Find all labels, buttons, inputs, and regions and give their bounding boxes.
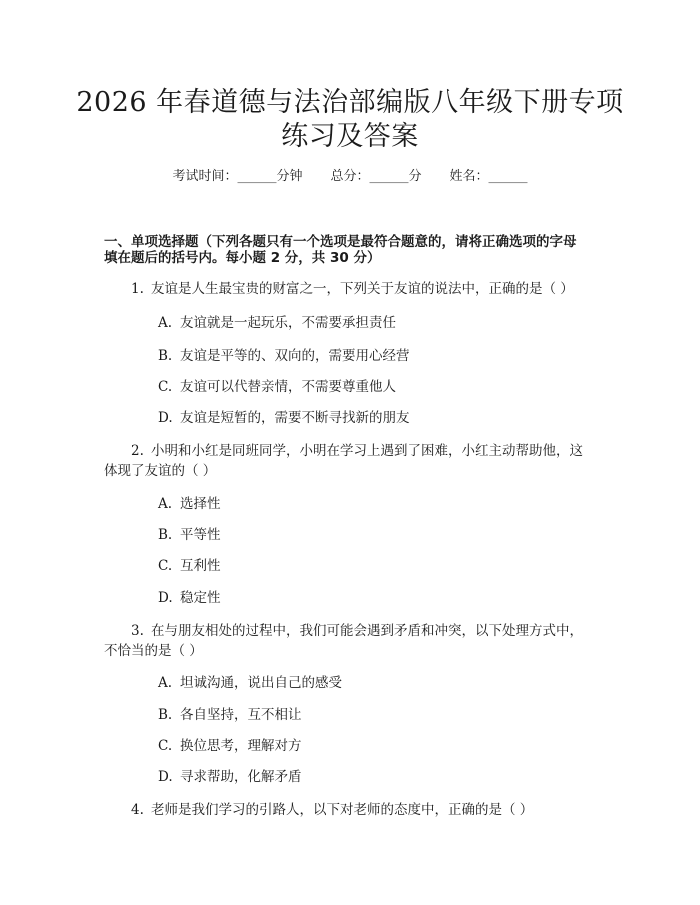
question-2-option-a: A. 选择性	[158, 496, 221, 512]
question-number: 4.	[131, 802, 144, 818]
question-number: 2.	[131, 443, 144, 459]
document-title-line-1: 2026 年春道德与法治部编版八年级下册专项	[76, 87, 624, 118]
question-2-stem-line-2: 体现了友谊的（ ）	[104, 463, 217, 479]
question-3-option-a: A. 坦诚沟通，说出自己的感受	[158, 675, 342, 691]
question-3-option-d: D. 寻求帮助，化解矛盾	[158, 769, 302, 785]
question-number: 1.	[131, 281, 144, 297]
question-2-option-d: D. 稳定性	[158, 590, 221, 606]
section-heading-line-1: 一、单项选择题（下列各题只有一个选项是最符合题意的，请将正确选项的字母	[104, 234, 577, 250]
question-1-option-d: D. 友谊是短暂的，需要不断寻找新的朋友	[158, 410, 410, 426]
section-heading-line-2: 填在题后的括号内。每小题 2 分，共 30 分）	[104, 250, 381, 266]
exam-meta	[0, 168, 700, 186]
question-2-stem-line-1	[131, 441, 583, 461]
question-2-option-c: C. 互利性	[158, 558, 221, 574]
question-text: 小明和小红是同班同学，小明在学习上遇到了困难，小红主动帮助他，这	[151, 443, 583, 459]
question-3-stem-line-2: 不恰当的是（ ）	[104, 643, 203, 659]
question-text: 老师是我们学习的引路人，以下对老师的态度中，正确的是（ ）	[151, 802, 534, 818]
question-1-option-b: B. 友谊是平等的、双向的，需要用心经营	[158, 348, 410, 364]
question-4-stem	[131, 800, 533, 820]
question-1-stem	[131, 279, 574, 299]
question-1-option-a: A. 友谊就是一起玩乐，不需要承担责任	[158, 315, 396, 331]
total-score-label: 总分：______分	[330, 169, 422, 184]
question-text: 在与朋友相处的过程中，我们可能会遇到矛盾和冲突，以下处理方式中，	[151, 623, 583, 639]
question-3-stem-line-1	[131, 621, 583, 641]
student-name-label: 姓名：______	[449, 169, 528, 184]
question-3-option-c: C. 换位思考，理解对方	[158, 738, 302, 754]
exam-time-label: 考试时间：______分钟	[172, 169, 303, 184]
question-text: 友谊是人生最宝贵的财富之一，下列关于友谊的说法中，正确的是（ ）	[151, 281, 574, 297]
question-3-option-b: B. 各自坚持，互不相让	[158, 707, 302, 723]
question-1-option-c: C. 友谊可以代替亲情，不需要尊重他人	[158, 379, 396, 395]
question-2-option-b: B. 平等性	[158, 527, 221, 543]
question-number: 3.	[131, 623, 144, 639]
document-title-line-2: 练习及答案	[281, 121, 419, 152]
